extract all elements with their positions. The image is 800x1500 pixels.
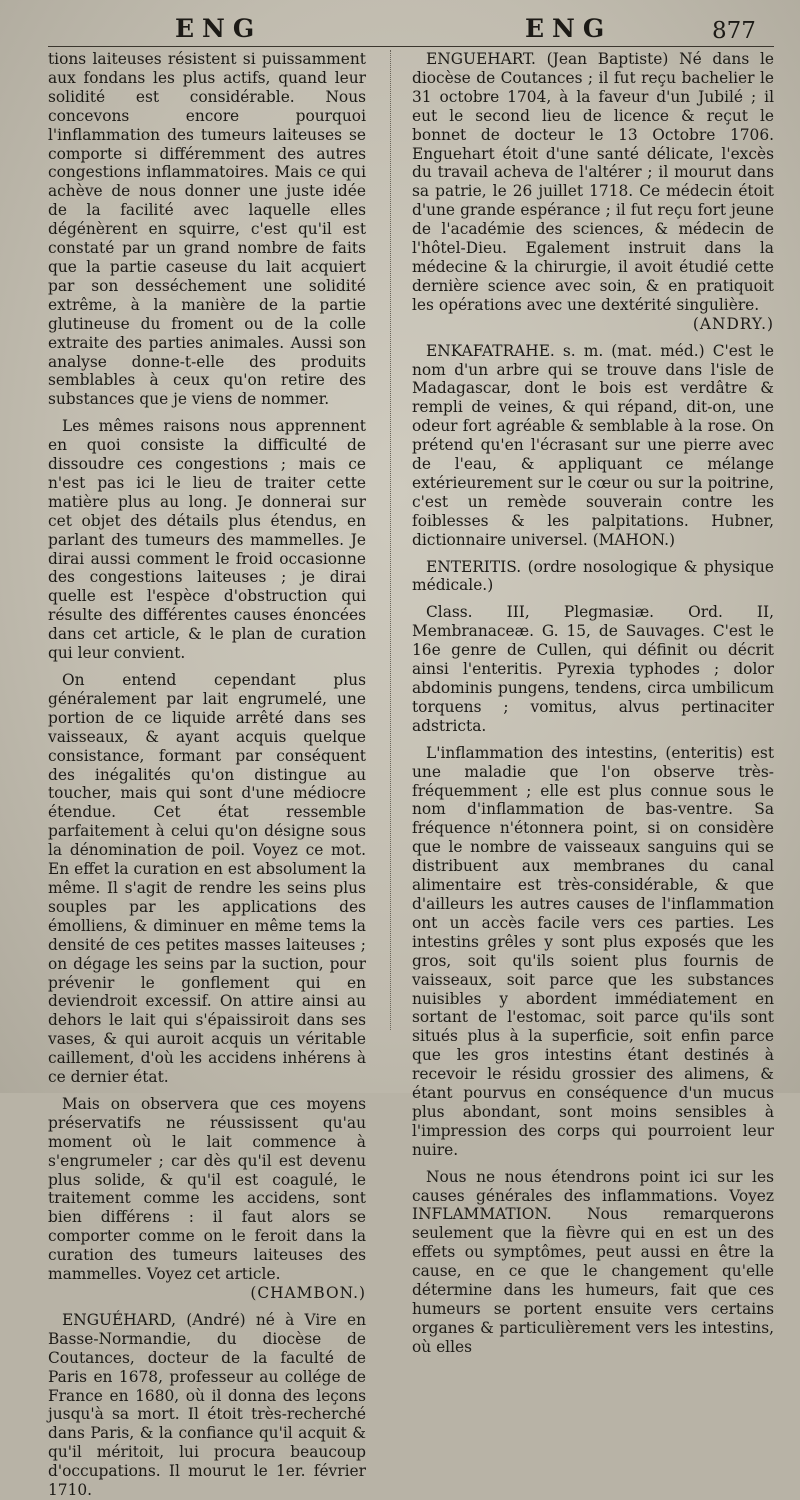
paragraph: Les mêmes raisons nous apprennent en quoi consiste la difficulté de dissoudre ces congestions ; mais ce n'est pas ici le lieu de traiter cette matière plus au long. Je donnerai sur cet objet des détails plus étendus, en parlant des tumeurs des mammelles. Je dirai aussi comment le froid occasionne des congestions laiteuses ; je dirai quelle est l'espèce d'obstruction qui résulte des différentes causes énoncées dans cet article, & le plan de curation qui leur convient. bbox=[48, 417, 366, 663]
left-column bbox=[48, 50, 366, 1500]
author-signature: (CHAMBON.) bbox=[250, 1284, 366, 1302]
page-number: 877 bbox=[712, 18, 756, 44]
paragraph: Mais on observera que ces moyens préservatifs ne réussissent qu'au moment où le lait commence à s'engrumeler ; car dès qu'il est devenu plus solide, & qu'il est coagulé, le traitement comme les accidens, sont bien différens : il faut alors se comporter comme on le feroit dans la curation des tumeurs laiteuses des mammelles. Voyez cet article. bbox=[48, 1094, 366, 1284]
entry-enteritis-heading: ENTERITIS. (ordre nosologique & physique médicale.) bbox=[412, 557, 774, 595]
header-right-word: ENG bbox=[525, 14, 613, 43]
entry-enkafatrahe: ENKAFATRAHE. s. m. (mat. méd.) C'est le nom d'un arbre qui se trouve dans l'isle de Madagascar, dont le bois est verdâtre & rempli de veines, & qui répand, dit-on, une odeur fort agréable & semblable à la rose. On prétend qu'en l'écrasant sur une pierre avec de l'eau, & appliquant ce mélange extérieurement sur le cœur ou sur la poitrine, c'est un remède souverain contre les foiblesses & les palpitations. Hubner, dictionnaire universel. (MAHON.) bbox=[412, 341, 774, 549]
paragraph: L'inflammation des intestins, (enteritis) est une maladie que l'on observe très-fréquemment ; elle est plus connue sous le nom d'inflammation de bas-ventre. Sa fréquence n'étonnera point, si on considère que le nombre de vaisseaux sanguins qui se distribuent aux membranes du canal alimentaire est très-considérable, & que d'ailleurs les autres causes de l'inflammation ont un accès facile vers ces parties. Les intestins grêles y sont plus exposés que les gros, soit qu'ils soient plus fournis de vaisseaux, soit parce que les substances nuisibles y abordent immédiatement en sortant de l'estomac, soit parce qu'ils sont situés plus à la superficie, soit enfin parce que les gros intestins étant destinés à recevoir le résidu grossier des alimens, & étant pourvus en conséquence d'un mucus plus abondant, sont moins sensibles à l'impression des corps qui pourroient leur nuire. bbox=[412, 743, 774, 1159]
running-header bbox=[0, 14, 800, 46]
paragraph: tions laiteuses résistent si puissamment aux fondans les plus actifs, quand leur solidité est considérable. Nous concevons encore pourquoi l'inflammation des tumeurs laiteuses se comporte si différemment des autres congestions inflammatoires. Mais ce qui achève de nous donner une juste idée de la facilité avec laquelle elles dégénèrent en squirre, c'est qu'il est constaté par un grand nombre de faits que la partie caseuse du lait acquiert par son desséchement une solidité extrême, à la manière de la partie glutineuse du froment ou de la colle extraite des parties animales. Aussi son analyse donne-t-elle des produits semblables à ceux qu'on retire des substances que je viens de nommer. bbox=[48, 50, 366, 409]
paragraph: On entend cependant plus généralement par lait engrumelé, une portion de ce liquide arrêté dans ses vaisseaux, & ayant acquis quelque consistance, formant par conséquent des inégalités qu'on distingue au toucher, mais qui sont d'une médiocre étendue. Cet état ressemble parfaitement à celui qu'on désigne sous la dénomination de poil. Voyez ce mot. En effet la curation en est absolument la même. Il s'agit de rendre les seins plus souples par les applications des émolliens, & diminuer en même tems la densité de ces petites masses laiteuses ; on dégage les seins par la suction, pour prévenir le gonflement qui en deviendroit excessif. On attire ainsi au dehors le lait qui s'épaissiroit dans ses vases, & qui auroit acquis un véritable caillement, d'où les accidens inhérens à ce dernier état. bbox=[48, 671, 366, 1087]
right-column bbox=[412, 50, 774, 1357]
column-divider bbox=[390, 50, 391, 1030]
author-signature: (ANDRY.) bbox=[692, 314, 774, 333]
entry-enguehart: ENGUEHART. (Jean Baptiste) Né dans le diocèse de Coutances ; il fut reçu bachelier le 31 octobre 1704, à la faveur d'un Jubilé ; il eut le second lieu de licence & reçut le bonnet de docteur le 13 Octobre 1706. Enguehart étoit d'une santé délicate, l'excès du travail acheva de l'altérer ; il mourut dans sa patrie, le 26 juillet 1718. Ce médecin étoit d'une grande espérance ; il fut reçu fort jeune de l'académie des sciences, & médecin de l'hôtel-Dieu. Egalement instruit dans la médecine & la chirurgie, il avoit étudié cette dernière science avec soin, & en pratiquoit les opérations avec une dextérité singulière. bbox=[412, 50, 774, 314]
header-left-word: ENG bbox=[175, 14, 263, 43]
paragraph: Nous ne nous étendrons point ici sur les causes générales des inflammations. Voyez INFLAMMATION. Nous remarquerons seulement que la fièvre qui en est un des effets ou symptômes, peut aussi en être la cause, en ce que le changement qu'elle détermine dans les humeurs, fait que ces humeurs se portent ensuite vers certains organes & particulièrement vers les intestins, où elles bbox=[412, 1167, 774, 1356]
header-rule bbox=[48, 46, 774, 47]
entry-enguehard: ENGUÉHARD, (André) né à Vire en Basse-Normandie, du diocèse de Coutances, docteur de la faculté de Paris en 1678, professeur au collége de France en 1680, où il donna des leçons jusqu'à sa mort. Il étoit très-recherché dans Paris, & la confiance qu'il acquit & qu'il méritoit, lui procura beaucoup d'occupations. Il mourut le 1er. février 1710. bbox=[48, 1310, 366, 1500]
paragraph: Class. III, Plegmasiæ. Ord. II, Membranaceæ. G. 15, de Sauvages. C'est le 16e genre de Cullen, qui définit ou décrit ainsi l'enteritis. Pyrexia typhodes ; dolor abdominis pungens, tendens, circa umbilicum torquens ; vomitus, alvus pertinaciter adstricta. bbox=[412, 603, 774, 735]
